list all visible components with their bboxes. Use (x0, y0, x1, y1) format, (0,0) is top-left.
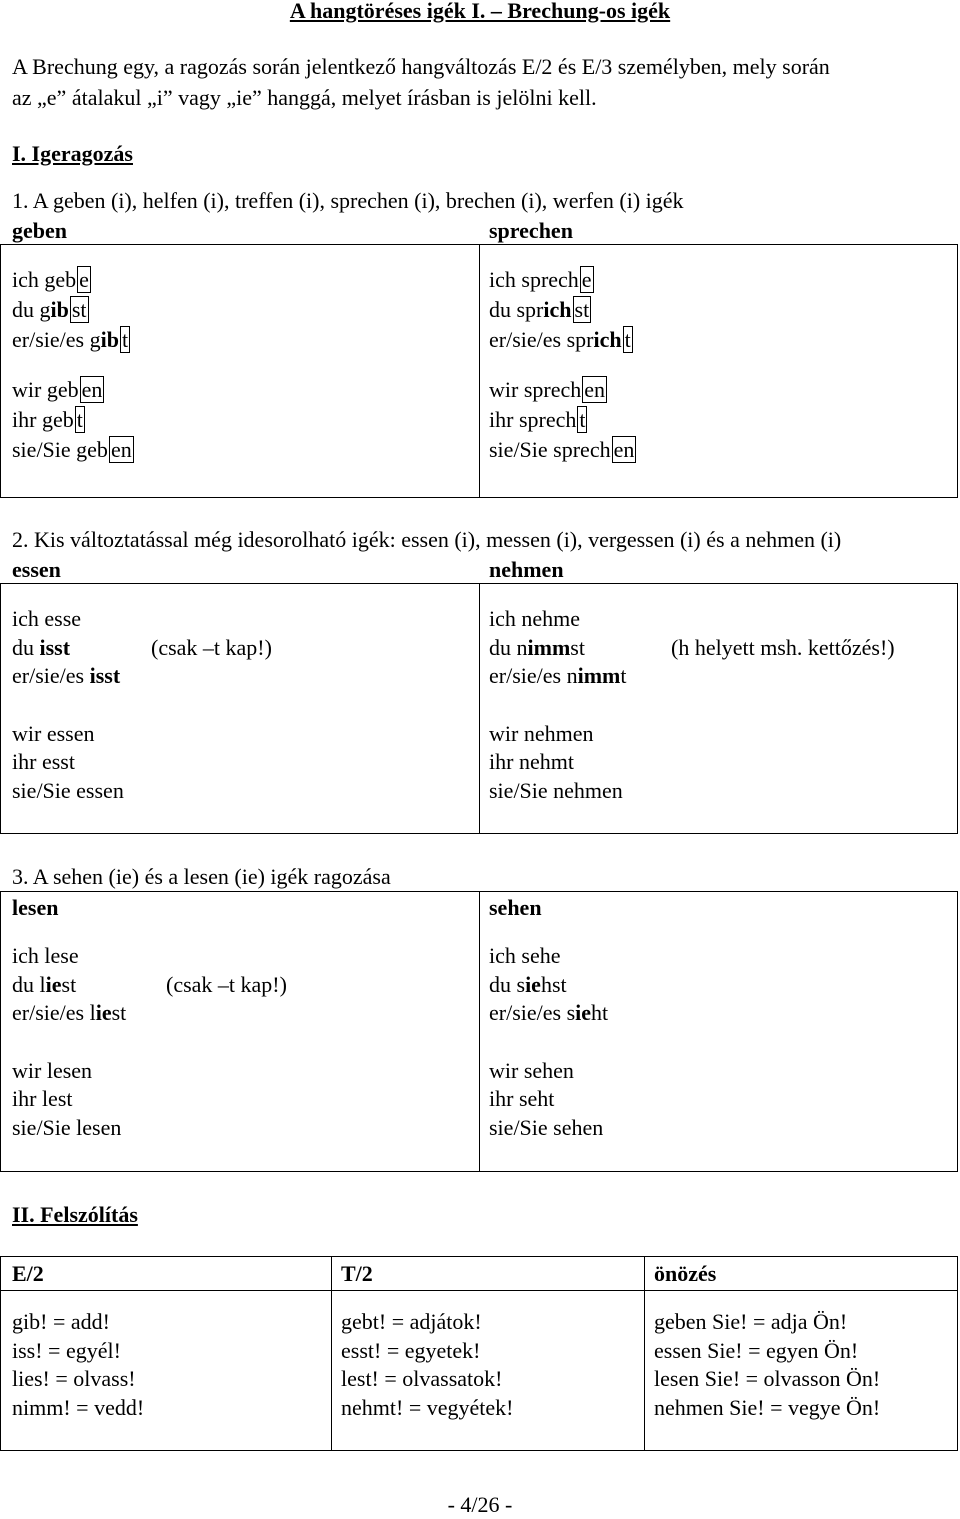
stem-text: du l (12, 971, 46, 997)
stem-text: ihr lest (12, 1086, 73, 1111)
conjugation-line (12, 661, 124, 690)
table-divider (331, 1256, 332, 1451)
stem-text: du spr (489, 297, 544, 322)
section-1-heading: I. Igeragozás (12, 141, 133, 166)
stem-text: ich nehme (489, 606, 581, 631)
ending-text: st (111, 1000, 127, 1025)
ending-text: hst (540, 971, 567, 997)
ending-box: en (613, 437, 635, 462)
section-2-heading: II. Felszólítás (12, 1202, 138, 1227)
conjugation-line (12, 1056, 126, 1085)
stem-text: du (12, 634, 40, 660)
ending-box: en (584, 377, 606, 402)
table-divider (479, 583, 480, 834)
ending-box: st (71, 297, 87, 322)
conjugation-line (489, 719, 626, 748)
col-t2-items (341, 1307, 513, 1421)
ending-box: t (579, 407, 586, 432)
table-divider (644, 1256, 645, 1451)
ending-text: t (620, 663, 627, 688)
stem-text: sie/Sie sprech (489, 437, 611, 462)
stem-text: wir geb (12, 377, 79, 402)
conjugation-line (489, 1056, 608, 1085)
vowel-change: ib (100, 327, 119, 352)
sub1-table (0, 244, 958, 498)
stem-text: wir lesen (12, 1057, 93, 1083)
sub2-heading: 2. Kis változtatással még idesorolható igék: essen (i), messen (i), vergessen (i) és a nehmen (i) (12, 527, 842, 552)
sub3-right-verb: sehen (489, 895, 542, 920)
conjugation-line (12, 941, 126, 970)
stem-text: ich sehe (489, 943, 561, 968)
conjugation-line (12, 1084, 126, 1113)
table-divider (479, 244, 480, 498)
sub3-table (0, 891, 958, 1172)
list-item: gebt! = adjátok! (341, 1309, 482, 1334)
vowel-change: ich (543, 297, 572, 322)
sub3-left-conjugation (12, 941, 126, 1141)
stem-text: er/sie/es (12, 663, 90, 688)
conjugation-line (489, 1084, 608, 1113)
list-item: gib! = add! (12, 1309, 110, 1334)
stem-text: du g (12, 297, 51, 322)
conjugation-line (12, 998, 126, 1027)
ending-box: e (79, 267, 89, 292)
stem-text: sie/Sie sehen (489, 1114, 604, 1140)
sub2-left-conjugation (12, 604, 124, 804)
stem-text: ihr nehmt (489, 749, 574, 774)
list-item: iss! = egyél! (12, 1337, 121, 1363)
conjugation-line (12, 970, 126, 999)
stem-text: sie/Sie nehmen (489, 777, 623, 803)
ending-box: e (581, 267, 592, 292)
vowel-change: ie (575, 1000, 592, 1025)
ending-box: t (624, 327, 631, 352)
stem-text: ich lese (12, 943, 79, 968)
conjugation-line (489, 776, 626, 805)
sub3-left-verb: lesen (12, 895, 59, 920)
stem-text: du n (489, 634, 528, 660)
stem-text: wir essen (12, 720, 95, 746)
conjugation-line (489, 633, 626, 662)
stem-text: wir sprech (489, 377, 582, 402)
col-formal-header: önözés (654, 1261, 717, 1286)
sub3-heading: 3. A sehen (ie) és a lesen (ie) igék ragozása (12, 864, 391, 889)
vowel-change: isst (39, 634, 71, 660)
ending-box: st (574, 297, 590, 322)
conjugation-line (489, 1113, 608, 1142)
conjugation-line (489, 375, 636, 405)
conjugation-line (12, 1113, 126, 1142)
conjugation-line (12, 295, 134, 325)
page-number: - 4/26 - (447, 1492, 513, 1517)
conjugation-line (12, 776, 124, 805)
sub1-right-verb: sprechen (489, 218, 573, 243)
stem-text: ich sprech (489, 267, 579, 292)
ending-text: ht (591, 1000, 609, 1025)
group-spacer (489, 690, 626, 719)
ending-text: st (570, 634, 585, 660)
sub3-right-conjugation (489, 941, 608, 1141)
sub2-right-verb: nehmen (489, 557, 564, 582)
intro-line-2: az „e” átalakul „i” vagy „ie” hanggá, melyet írásban is jelölni kell. (12, 85, 597, 110)
intro-paragraph (12, 52, 952, 114)
conjugation-line (12, 604, 124, 633)
conjugation-line (489, 661, 626, 690)
stem-text: wir nehmen (489, 720, 594, 746)
stem-text: er/sie/es s (489, 1000, 576, 1025)
vowel-change: ib (50, 297, 69, 322)
vowel-change: imm (527, 634, 571, 660)
group-spacer (12, 1027, 126, 1056)
vowel-change: ich (593, 327, 622, 352)
conjugation-line (489, 435, 636, 465)
stem-text: ihr sprech (489, 407, 577, 432)
conjugation-line (489, 295, 636, 325)
group-spacer (489, 1027, 608, 1056)
table-header-divider (1, 1290, 957, 1291)
conjugation-line (489, 747, 626, 776)
conjugation-line (489, 325, 636, 355)
conjugation-line (12, 325, 134, 355)
group-spacer (489, 355, 636, 375)
list-item: esst! = egyetek! (341, 1337, 481, 1363)
sub2-table (0, 583, 958, 834)
ending-text: st (61, 971, 77, 997)
stem-text: er/sie/es g (12, 327, 101, 352)
col-formal-items (654, 1307, 880, 1421)
list-item: geben Sie! = adja Ön! (654, 1309, 848, 1334)
stem-text: ich esse (12, 606, 82, 631)
list-item: lest! = olvassatok! (341, 1366, 503, 1391)
page-title: A hangtöréses igék I. – Brechung-os igék (289, 0, 671, 23)
vowel-change: isst (89, 663, 121, 688)
stem-text: er/sie/es l (12, 1000, 96, 1025)
stem-text: du s (489, 971, 526, 997)
stem-text: ich geb (12, 267, 77, 292)
ending-box: t (121, 327, 129, 352)
list-item: nehmt! = vegyétek! (341, 1394, 514, 1420)
vowel-change: imm (577, 663, 621, 688)
conjugation-line (489, 405, 636, 435)
stem-text: ihr geb (12, 407, 74, 432)
sub3-left-note: (csak –t kap!) (166, 972, 287, 997)
stem-text: er/sie/es n (489, 663, 578, 688)
conjugation-line (12, 633, 124, 662)
conjugation-line (489, 998, 608, 1027)
vowel-change: ie (45, 971, 62, 997)
conjugation-line (12, 435, 134, 465)
imperative-table (0, 1256, 958, 1451)
conjugation-line (12, 405, 134, 435)
conjugation-line (489, 265, 636, 295)
stem-text: sie/Sie geb (12, 437, 108, 462)
stem-text: wir sehen (489, 1057, 574, 1083)
sub1-left-verb: geben (12, 218, 67, 243)
conjugation-line (12, 747, 124, 776)
list-item: nimm! = vedd! (12, 1394, 145, 1420)
sub1-left-conjugation (12, 265, 134, 465)
stem-text: ihr seht (489, 1086, 555, 1111)
sub2-left-verb: essen (12, 557, 61, 582)
sub1-right-conjugation (489, 265, 636, 465)
stem-text: sie/Sie lesen (12, 1114, 122, 1140)
stem-text: sie/Sie essen (12, 777, 124, 803)
sub1-heading: 1. A geben (i), helfen (i), treffen (i), sprechen (i), brechen (i), werfen (i) igék (12, 188, 684, 213)
ending-box: t (76, 407, 83, 432)
ending-box: en (81, 377, 103, 402)
list-item: lesen Sie! = olvasson Ön! (654, 1366, 881, 1391)
group-spacer (12, 690, 124, 719)
conjugation-line (12, 375, 134, 405)
vowel-change: ie (525, 971, 541, 997)
list-item: essen Sie! = egyen Ön! (654, 1337, 859, 1363)
intro-line-1: A Brechung egy, a ragozás során jelentkező hangváltozás E/2 és E/3 személyben, mely során (12, 54, 830, 79)
list-item: nehmen Sie! = vegye Ön! (654, 1394, 881, 1420)
col-e2-header: E/2 (12, 1261, 44, 1286)
sub2-right-note: (h helyett msh. kettőzés!) (671, 635, 895, 660)
conjugation-line (489, 970, 608, 999)
conjugation-line (12, 265, 134, 295)
conjugation-line (489, 941, 608, 970)
ending-box: en (110, 437, 132, 462)
list-item: lies! = olvass! (12, 1366, 136, 1391)
table-divider (479, 891, 480, 1172)
col-t2-header: T/2 (341, 1261, 373, 1286)
stem-text: ihr esst (12, 749, 75, 774)
sub2-right-conjugation (489, 604, 626, 804)
conjugation-line (12, 719, 124, 748)
vowel-change: ie (95, 1000, 112, 1025)
stem-text: er/sie/es spr (489, 327, 594, 352)
conjugation-line (489, 604, 626, 633)
col-e2-items (12, 1307, 144, 1421)
group-spacer (12, 355, 134, 375)
sub2-left-note: (csak –t kap!) (151, 635, 272, 660)
